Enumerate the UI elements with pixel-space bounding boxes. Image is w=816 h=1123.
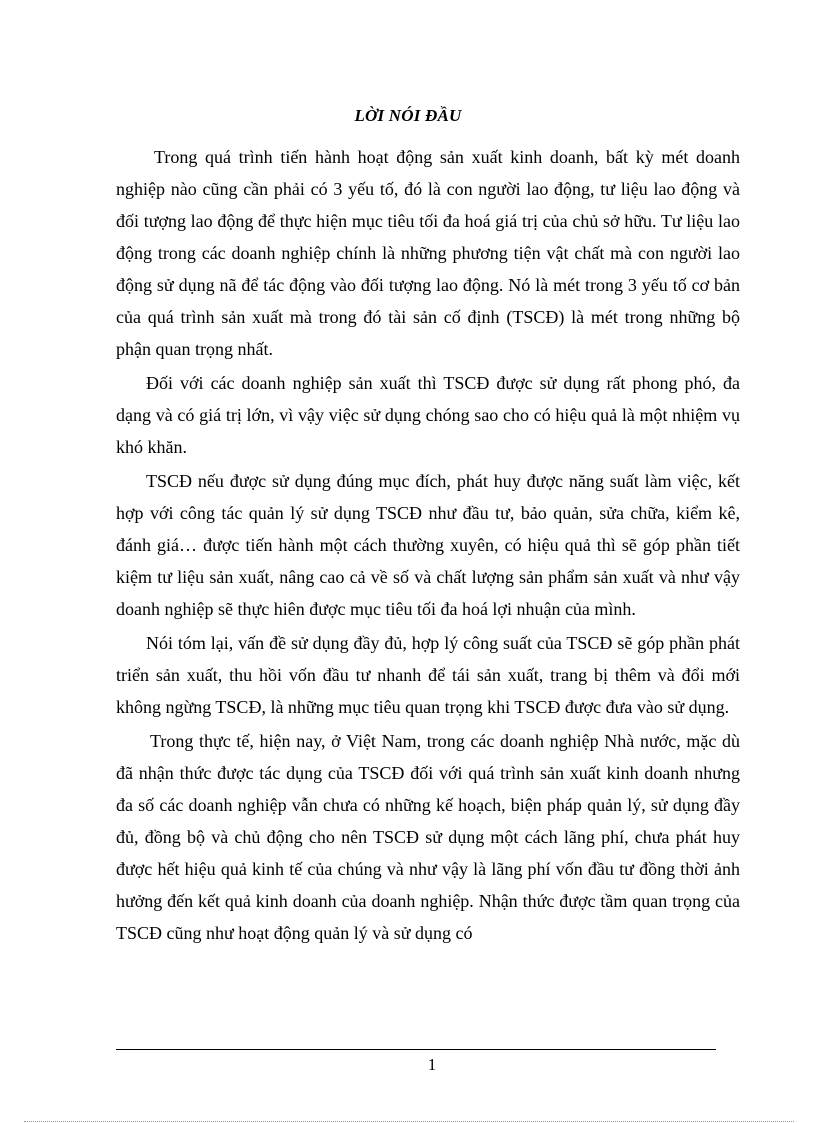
page-number: 1 [427, 1055, 437, 1074]
paragraph-2: Đối với các doanh nghiệp sản xuất thì TSCĐ được sử dụng rất phong phó, đa dạng và có giá trị lớn, vì vậy việc sử dụng chóng sao cho có hiệu quả là một nhiệm vụ khó khăn. [116, 373, 740, 457]
paragraph-3: TSCĐ nếu được sử dụng đúng mục đích, phát huy được năng suất làm việc, kết hợp với công tác quản lý sử dụng TSCĐ như đầu tư, bảo quản, sửa chữa, kiểm kê, đánh giá… được tiến hành một cách thường xuyên, có hiệu quả thì sẽ góp phần tiết kiệm tư liệu sản xuất, nâng cao cả về số và chất lượng sản phẩm sản xuất và như vậy doanh nghiệp sẽ thực hiên được mục tiêu tối đa hoá lợi nhuận của mình. [116, 471, 740, 619]
paragraph-5: Trong thực tế, hiện nay, ở Việt Nam, trong các doanh nghiệp Nhà nước, mặc dù đã nhận thức được tác dụng của TSCĐ đối với quá trình sản xuất kinh doanh nhưng đa số các doanh nghiệp vẫn chưa có những kế hoạch, biện pháp quản lý, sử dụng đầy đủ, đồng bộ và chủ động cho nên TSCĐ sử dụng một cách lãng phí, chưa phát huy được hết hiệu quả kinh tế của chúng và như vậy là lãng phí vốn đầu tư đồng thời ảnh hưởng đến kết quả kinh doanh của doanh nghiệp. Nhận thức được tầm quan trọng của TSCĐ cũng như hoạt động quản lý và sử dụng có [116, 731, 740, 943]
page-title: LỜI NÓI ĐẦU [354, 106, 462, 125]
body-text [116, 141, 740, 951]
page-bottom-border [24, 1121, 794, 1122]
paragraph-1: Trong quá trình tiến hành hoạt động sản xuất kinh doanh, bất kỳ mét doanh nghiệp nào cũng cần phải có 3 yếu tố, đó là con người lao động, tư liệu lao động và đối tượng lao động để thực hiện mục tiêu tối đa hoá giá trị của chủ sở hữu. Tư liệu lao động trong các doanh nghiệp chính là những phương tiện vật chất mà con người lao động sử dụng nã để tác động vào đối tượng lao động. Nó là mét trong 3 yếu tố cơ bản của quá trình sản xuất mà trong đó tài sản cố định (TSCĐ) là mét trong những bộ phận quan trọng nhất. [116, 147, 740, 359]
footer-divider [116, 1049, 716, 1050]
paragraph-4: Nói tóm lại, vấn đề sử dụng đầy đủ, hợp lý công suất của TSCĐ sẽ góp phần phát triển sản xuất, thu hồi vốn đầu tư nhanh để tái sản xuất, trang bị thêm và đổi mới không ngừng TSCĐ, là những mục tiêu quan trọng khi TSCĐ được đưa vào sử dụng. [116, 633, 740, 717]
